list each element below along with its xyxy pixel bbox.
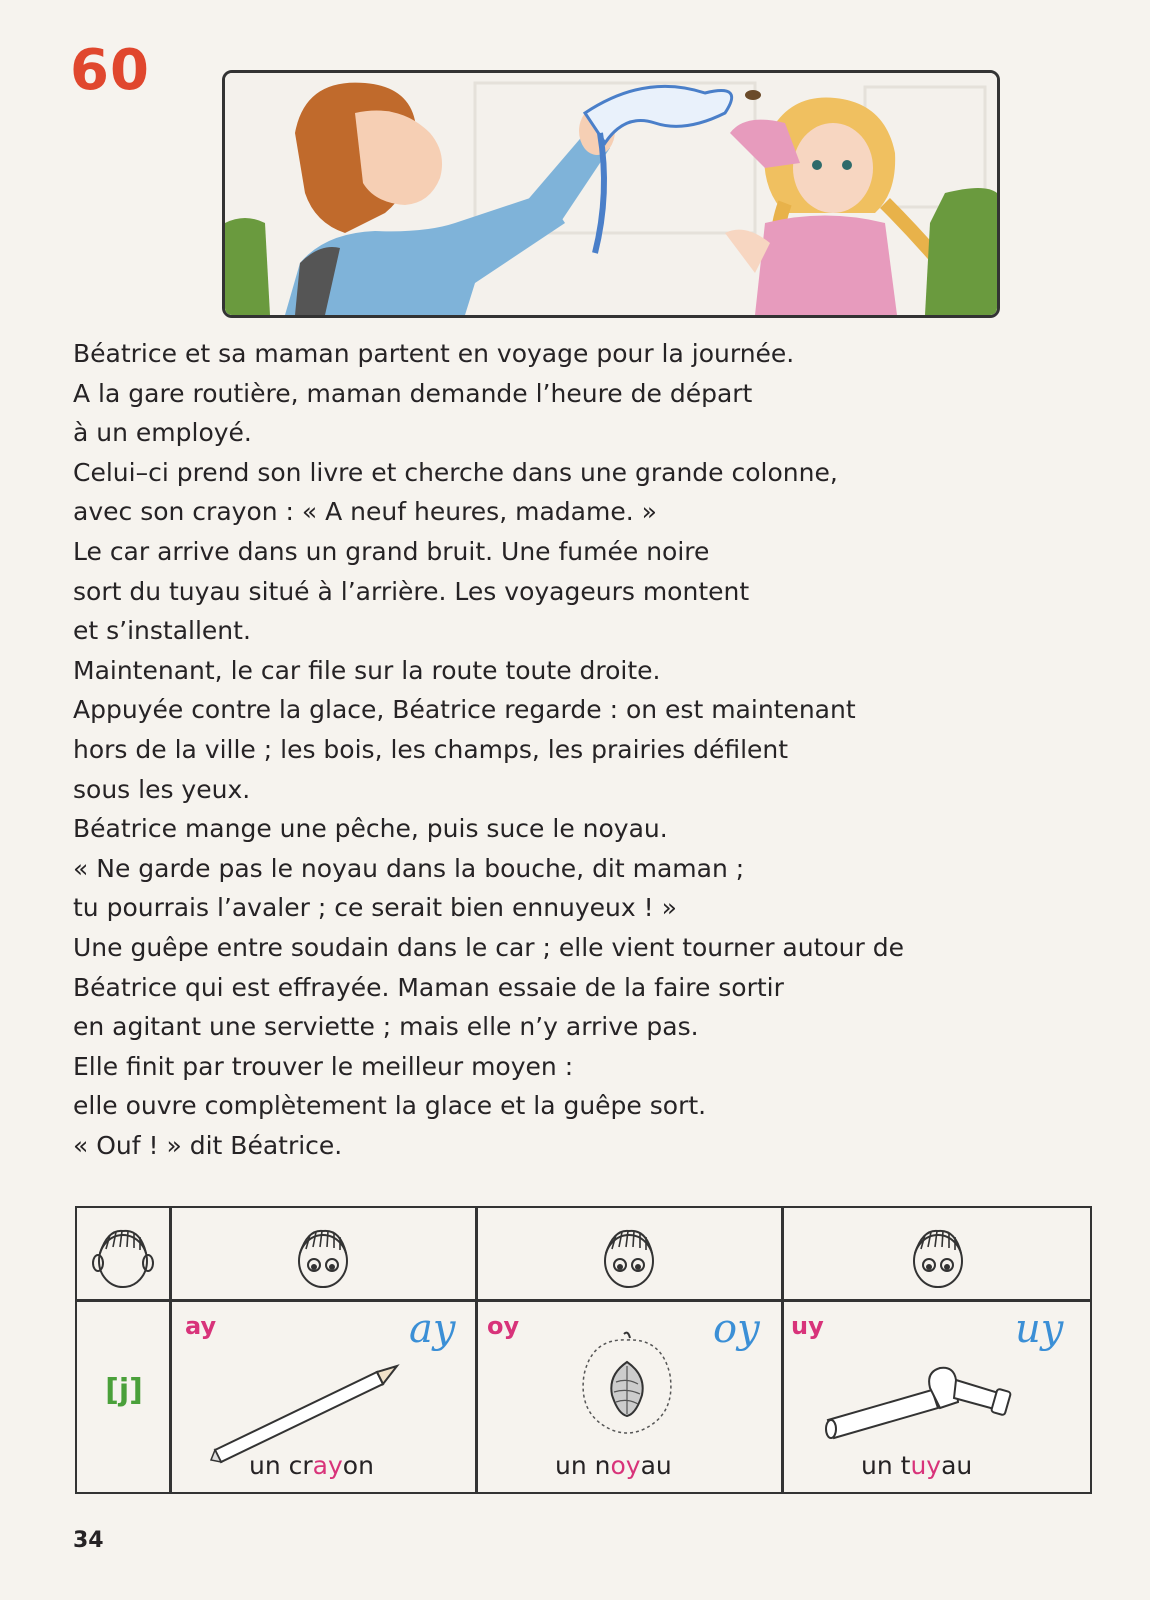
cursive-grapheme: uy [1015,1306,1064,1352]
eyes-face-icon [171,1218,475,1298]
cursive-grapheme: oy [713,1306,760,1352]
mother-and-daughter-bus-illustration [225,73,997,315]
story-line: Béatrice mange une pêche, puis suce le noyau. [73,814,668,844]
story-line: Maintenant, le car file sur la route toute droite. [73,655,661,685]
story-illustration [222,70,1000,318]
lesson-number: 60 [70,38,150,103]
story-line: Elle finit par trouver le meilleur moyen : [73,1051,574,1081]
story-line: « Ouf ! » dit Béatrice. [73,1130,343,1160]
story-line: « Ne garde pas le noyau dans la bouche, dit maman ; [73,853,745,883]
example-word: un tuyau [861,1451,973,1480]
story-text [73,334,1073,1165]
story-line: Le car arrive dans un grand bruit. Une fumée noire [73,536,710,566]
grapheme-label: uy [791,1312,824,1340]
example-word: un crayon [249,1451,374,1480]
eyes-face-icon [783,1218,1092,1298]
phoneme-label: [j] [105,1373,143,1408]
story-line: elle ouvre complètement la glace et la guêpe sort. [73,1091,707,1121]
story-line: Béatrice qui est effrayée. Maman essaie de la faire sortir [73,972,784,1002]
eyes-face-icon [477,1218,781,1298]
story-line: avec son crayon : « A neuf heures, madame. » [73,497,657,527]
story-line: sort du tuyau situé à l’arrière. Les voyageurs montent [73,576,750,606]
story-line: Celui–ci prend son livre et cherche dans une grande colonne, [73,457,838,487]
ear-face-icon [77,1218,169,1298]
story-line: sous les yeux. [73,774,251,804]
story-line: et s’installent. [73,616,251,646]
grapheme-label: oy [487,1312,520,1340]
cursive-grapheme: ay [409,1306,456,1352]
story-line: A la gare routière, maman demande l’heure de départ [73,378,753,408]
page-number: 34 [73,1528,104,1553]
story-line: tu pourrais l’avaler ; ce serait bien ennuyeux ! » [73,893,677,923]
example-word: un noyau [555,1451,672,1480]
story-line: hors de la ville ; les bois, les champs, les prairies défilent [73,734,789,764]
story-line: en agitant une serviette ; mais elle n’y arrive pas. [73,1012,699,1042]
peach-pit-icon [572,1330,682,1440]
story-line: Appuyée contre la glace, Béatrice regarde : on est maintenant [73,695,856,725]
story-line: Béatrice et sa maman partent en voyage pour la journée. [73,339,795,368]
story-line: à un employé. [73,418,252,448]
pipe-icon [822,1358,1022,1448]
sound-table [75,1206,1092,1494]
story-line: Une guêpe entre soudain dans le car ; elle vient tourner autour de [73,932,905,962]
grapheme-label: ay [185,1312,217,1340]
